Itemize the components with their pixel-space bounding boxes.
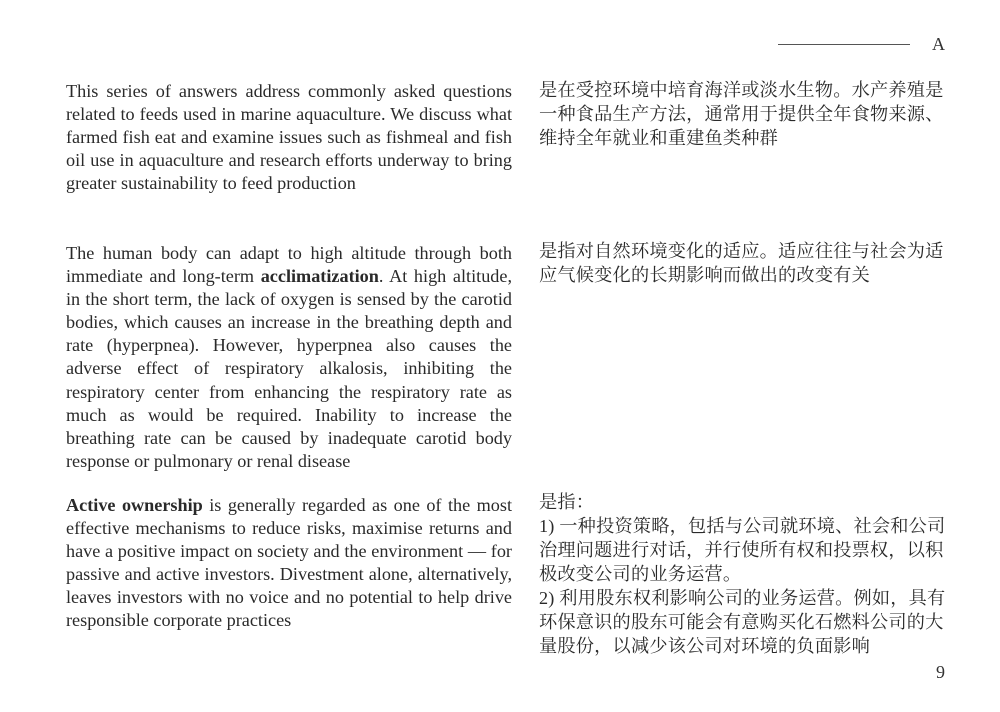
entry-1-chinese [539,78,949,150]
entry-2-english-before: The human body can adapt to high altitude through both immediate and long-term [66,243,512,287]
section-letter: A [932,34,945,54]
entry-3-chinese [539,490,949,658]
entry-2-term: acclimatization [260,266,379,287]
entry-3-term: Active ownership [66,495,203,515]
page-number: 9 [936,662,945,682]
entry-3-chinese-line-3: 2) 利用股东权利影响公司的业务运营。例如，具有环保意识的股东可能会有意购买化石燃料公司的大量股份，以减少该公司对环境的负面影响 [539,588,946,656]
entry-3-chinese-line-1: 是指： [539,492,595,512]
entry-2-chinese-line: 是指对自然环境变化的适应。适应往往与社会为适应气候变化的长期影响而做出的改变有关 [539,241,944,285]
entry-2-chinese [539,239,949,287]
entry-1-english [66,80,512,195]
entry-2-english-after: . At high altitude, in the short term, the lack of oxygen is sensed by the carotid bodies, which causes an increase in the breathing depth and rate (hyperpnea). However, hyperpnea also causes the adverse effect of respiratory alkalosis, inhibiting the respiratory center from enhancing the respiratory rate as much as would be required. Inability to increase the breathing rate can be caused by inadequate carotid body response or pulmonary or renal disease [66,266,512,471]
entry-3-english [66,494,512,633]
entry-2-english [66,242,512,473]
entry-1-chinese-line: 是在受控环境中培育海洋或淡水生物。水产养殖是一种食品生产方法，通常用于提供全年食物来源、维持全年就业和重建鱼类种群 [539,80,944,148]
entry-1-english-text: This series of answers address commonly asked questions related to feeds used in marine aquaculture. We discuss what farmed fish eat and examine issues such as fishmeal and fish oil use in aquaculture and research efforts underway to bring greater sustainability to feed production [66,81,512,194]
header-rule [778,44,910,45]
entry-3-chinese-line-2: 1) 一种投资策略，包括与公司就环境、社会和公司治理问题进行对话，并行使所有权和投票权，以积极改变公司的业务运营。 [539,516,946,584]
entry-3-english-after: is generally regarded as one of the most effective mechanisms to reduce risks, maximise returns and have a positive impact on society and the environment — for passive and active investors. Divestment alone, alternatively, leaves investors with no voice and no potential to help drive responsible corporate practices [66,495,512,631]
